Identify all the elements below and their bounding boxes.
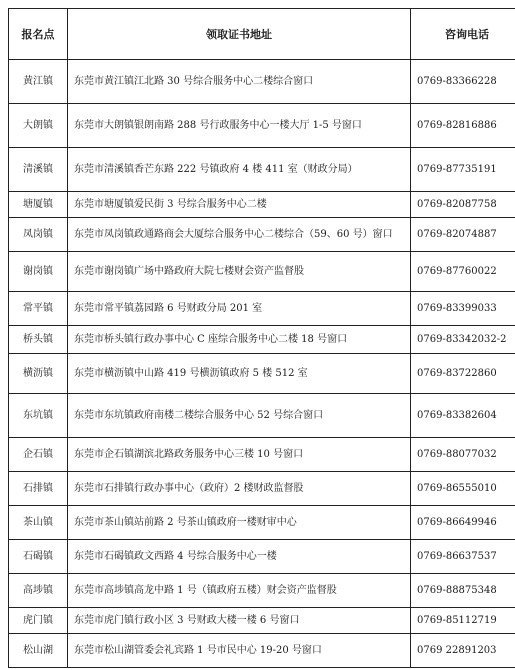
- phone-cell: 0769-85112719: [411, 608, 515, 634]
- table-row: [9, 574, 515, 608]
- site-cell: 凤岗镇: [9, 218, 68, 252]
- site-cell: 企石镇: [9, 438, 68, 472]
- table-row: [9, 104, 515, 148]
- site-cell: 虎门镇: [9, 608, 68, 634]
- address-cell: 东莞市东坑镇政府南楼二楼综合服务中心 52 号综合窗口: [68, 394, 411, 438]
- site-cell: 松山湖: [9, 634, 68, 668]
- table-row: [9, 148, 515, 192]
- phone-cell: 0769-87735191: [411, 148, 515, 192]
- address-cell: 东莞市塘厦镇爱民街 3 号综合服务中心二楼: [68, 192, 411, 218]
- table-header-row: [9, 9, 515, 60]
- table-row: [9, 438, 515, 472]
- site-cell: 桥头镇: [9, 326, 68, 354]
- address-cell: 东莞市茶山镇站前路 2 号茶山镇政府一楼财审中心: [68, 506, 411, 540]
- phone-cell: 0769-88077032: [411, 438, 515, 472]
- table-row: [9, 472, 515, 506]
- phone-cell: 0769-86555010: [411, 472, 515, 506]
- site-cell: 东坑镇: [9, 394, 68, 438]
- table-row: [9, 608, 515, 634]
- phone-cell: 0769-86649946: [411, 506, 515, 540]
- table-row: [9, 354, 515, 394]
- header-phone: 咨询电话: [411, 9, 515, 60]
- address-cell: 东莞市黄江镇江北路 30 号综合服务中心二楼综合窗口: [68, 60, 411, 104]
- table-row: [9, 218, 515, 252]
- address-cell: 东莞市企石镇湖滨北路政务服务中心三楼 10 号窗口: [68, 438, 411, 472]
- certificate-collection-table: [8, 8, 515, 668]
- table-row: [9, 394, 515, 438]
- table-row: [9, 252, 515, 292]
- address-cell: 东莞市松山湖管委会礼宾路 1 号市民中心 19-20 号窗口: [68, 634, 411, 668]
- site-cell: 塘厦镇: [9, 192, 68, 218]
- address-cell: 东莞市高埗镇高龙中路 1 号（镇政府五楼）财会资产监督股: [68, 574, 411, 608]
- phone-cell: 0769 22891203: [411, 634, 515, 668]
- table-row: [9, 634, 515, 668]
- phone-cell: 0769-87760022: [411, 252, 515, 292]
- table-row: [9, 506, 515, 540]
- table-row: [9, 326, 515, 354]
- phone-cell: 0769-88875348: [411, 574, 515, 608]
- phone-cell: 0769-83342032-2: [411, 326, 515, 354]
- address-cell: 东莞市石碣镇政文西路 4 号综合服务中心一楼: [68, 540, 411, 574]
- address-cell: 东莞市大朗镇银朗南路 288 号行政服务中心一楼大厅 1-5 号窗口: [68, 104, 411, 148]
- address-cell: 东莞市横沥镇中山路 419 号横沥镇政府 5 楼 512 室: [68, 354, 411, 394]
- header-site: 报名点: [9, 9, 68, 60]
- table-row: [9, 292, 515, 326]
- phone-cell: 0769-82087758: [411, 192, 515, 218]
- site-cell: 高埗镇: [9, 574, 68, 608]
- address-cell: 东莞市常平镇荔园路 6 号财政分局 201 室: [68, 292, 411, 326]
- site-cell: 茶山镇: [9, 506, 68, 540]
- table-row: [9, 60, 515, 104]
- phone-cell: 0769-83382604: [411, 394, 515, 438]
- header-address: 领取证书地址: [68, 9, 411, 60]
- site-cell: 谢岗镇: [9, 252, 68, 292]
- site-cell: 黄江镇: [9, 60, 68, 104]
- phone-cell: 0769-83722860: [411, 354, 515, 394]
- site-cell: 石排镇: [9, 472, 68, 506]
- phone-cell: 0769-82816886: [411, 104, 515, 148]
- address-cell: 东莞市凤岗镇政通路商会大厦综合服务中心二楼综合（59、60 号）窗口: [68, 218, 411, 252]
- site-cell: 清溪镇: [9, 148, 68, 192]
- address-cell: 东莞市桥头镇行政办事中心 C 座综合服务中心二楼 18 号窗口: [68, 326, 411, 354]
- address-cell: 东莞市虎门镇行政小区 3 号财政大楼一楼 6 号窗口: [68, 608, 411, 634]
- table-row: [9, 192, 515, 218]
- site-cell: 大朗镇: [9, 104, 68, 148]
- site-cell: 横沥镇: [9, 354, 68, 394]
- phone-cell: 0769-82074887: [411, 218, 515, 252]
- phone-cell: 0769-86637537: [411, 540, 515, 574]
- address-cell: 东莞市谢岗镇广场中路政府大院七楼财会资产监督股: [68, 252, 411, 292]
- phone-cell: 0769-83399033: [411, 292, 515, 326]
- address-cell: 东莞市清溪镇香芒东路 222 号镇政府 4 楼 411 室（财政分局）: [68, 148, 411, 192]
- phone-cell: 0769-83366228: [411, 60, 515, 104]
- site-cell: 常平镇: [9, 292, 68, 326]
- address-cell: 东莞市石排镇行政办事中心（政府）2 楼财政监督股: [68, 472, 411, 506]
- site-cell: 石碣镇: [9, 540, 68, 574]
- table-row: [9, 540, 515, 574]
